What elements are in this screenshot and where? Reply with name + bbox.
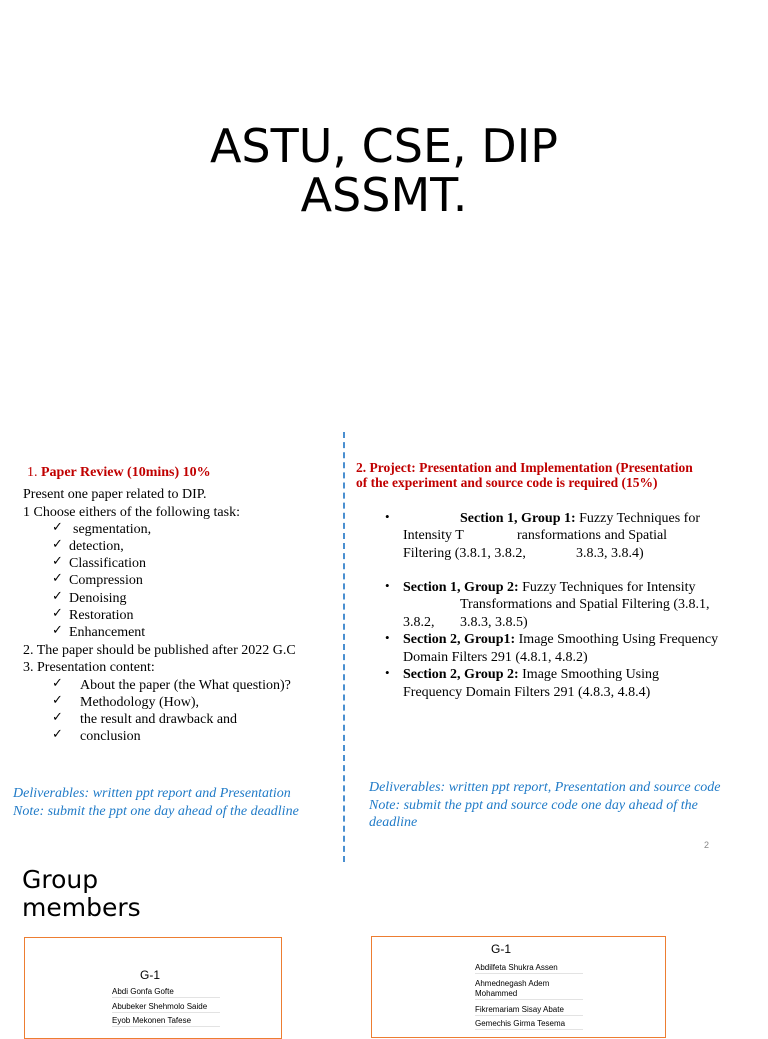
check-icon: ✓ xyxy=(52,554,63,569)
list-item: About the paper (the What question)? xyxy=(80,678,291,693)
bullet-2-line-1: Section 1, Group 2: Fuzzy Techniques for Intensity xyxy=(403,580,696,595)
intro-line-1: Present one paper related to DIP. xyxy=(23,487,207,502)
title-line-2: ASSMT. xyxy=(300,168,468,222)
check-icon: ✓ xyxy=(52,727,63,742)
intro-line-2: 1 Choose eithers of the following task: xyxy=(23,505,240,520)
left-note: Note: submit the ppt one day ahead of the deadline xyxy=(13,804,299,819)
member-name: Abdi Gonfa Gofte xyxy=(112,987,220,998)
paper-review-heading: 1. Paper Review (10mins) 10% xyxy=(27,465,211,480)
right-note-line-1: Note: submit the ppt and source code one day ahead of the xyxy=(369,798,698,813)
member-name: Abubeker Shehmolo Saide xyxy=(112,1002,220,1013)
list-item: the result and drawback and xyxy=(80,712,238,727)
check-icon: ✓ xyxy=(52,589,63,604)
group-card-2 xyxy=(371,936,666,1038)
list-item: Methodology (How), xyxy=(80,695,199,710)
check-icon: ✓ xyxy=(52,676,63,691)
list-item: Restoration xyxy=(69,608,134,623)
member-name: Ahmednegash Adem xyxy=(475,979,550,988)
bullet-2-line-2: Transformations and Spatial Filtering (3.8.1, xyxy=(460,597,710,612)
page-number: 2 xyxy=(704,840,710,850)
bullet-2-line-3a: 3.8.2, xyxy=(403,615,435,630)
member-name: Eyob Mekonen Tafese xyxy=(112,1016,220,1027)
list-item: Classification xyxy=(69,556,146,571)
check-icon: ✓ xyxy=(52,571,63,586)
rule-2: 2. The paper should be published after 2022 G.C xyxy=(23,643,296,658)
left-deliverables: Deliverables: written ppt report and Presentation xyxy=(13,786,291,801)
bullet-icon: • xyxy=(385,578,390,593)
list-item: conclusion xyxy=(80,729,141,744)
bullet-4-line-2: Frequency Domain Filters 291 (4.8.3, 4.8.4) xyxy=(403,685,651,700)
bullet-icon: • xyxy=(385,665,390,680)
bullet-4-line-1: Section 2, Group 2: Image Smoothing Using xyxy=(403,667,660,682)
bullet-icon: • xyxy=(385,509,390,524)
right-deliverables: Deliverables: written ppt report, Presentation and source code xyxy=(369,780,721,795)
check-icon: ✓ xyxy=(52,537,63,552)
bullet-icon: • xyxy=(385,630,390,645)
list-item: detection, xyxy=(69,539,124,554)
member-name: Fikremariam Sisay Abate xyxy=(475,1005,583,1016)
bullet-2-line-3b: 3.8.3, 3.8.5) xyxy=(460,615,528,630)
member-name: Mohammed xyxy=(475,989,583,1000)
check-icon: ✓ xyxy=(52,693,63,708)
title-line-1: ASTU, CSE, DIP xyxy=(209,119,559,173)
check-icon: ✓ xyxy=(52,520,63,535)
rule-3: 3. Presentation content: xyxy=(23,660,155,675)
list-item: segmentation, xyxy=(73,522,152,537)
check-icon: ✓ xyxy=(52,623,63,638)
list-item: Enhancement xyxy=(69,625,146,640)
bullet-1-line-3b: 3.8.3, 3.8.4) xyxy=(576,546,644,561)
bullet-3-line-1: Section 2, Group1: Image Smoothing Using Frequency xyxy=(403,632,719,647)
bullet-1-line-3a: Filtering (3.8.1, 3.8.2, xyxy=(403,546,526,561)
project-heading-line-1: 2. Project: Presentation and Implementation (Presentation xyxy=(356,460,693,475)
member-name: Abdilfeta Shukra Assen xyxy=(475,963,583,974)
check-icon: ✓ xyxy=(52,606,63,621)
bullet-1-line-2a: Intensity T xyxy=(403,528,464,543)
group-label: G-1 xyxy=(140,968,161,982)
project-heading-line-2: of the experiment and source code is required (15%) xyxy=(356,475,658,490)
column-divider xyxy=(343,432,345,862)
list-item: Denoising xyxy=(69,591,127,606)
bullet-3-line-2: Domain Filters 291 (4.8.1, 4.8.2) xyxy=(403,650,588,665)
member-name: Gemechis Girma Tesema xyxy=(475,1019,583,1030)
right-note-line-2: deadline xyxy=(369,815,418,830)
bullet-1-line-2b: ransformations and Spatial xyxy=(517,528,668,543)
list-item: Compression xyxy=(69,573,143,588)
bullet-1-line-1: Section 1, Group 1: Fuzzy Techniques for xyxy=(460,511,700,526)
slide-title xyxy=(0,119,768,222)
group-label: G-1 xyxy=(491,942,512,956)
group-members-title: Group members xyxy=(22,865,141,922)
check-icon: ✓ xyxy=(52,710,63,725)
